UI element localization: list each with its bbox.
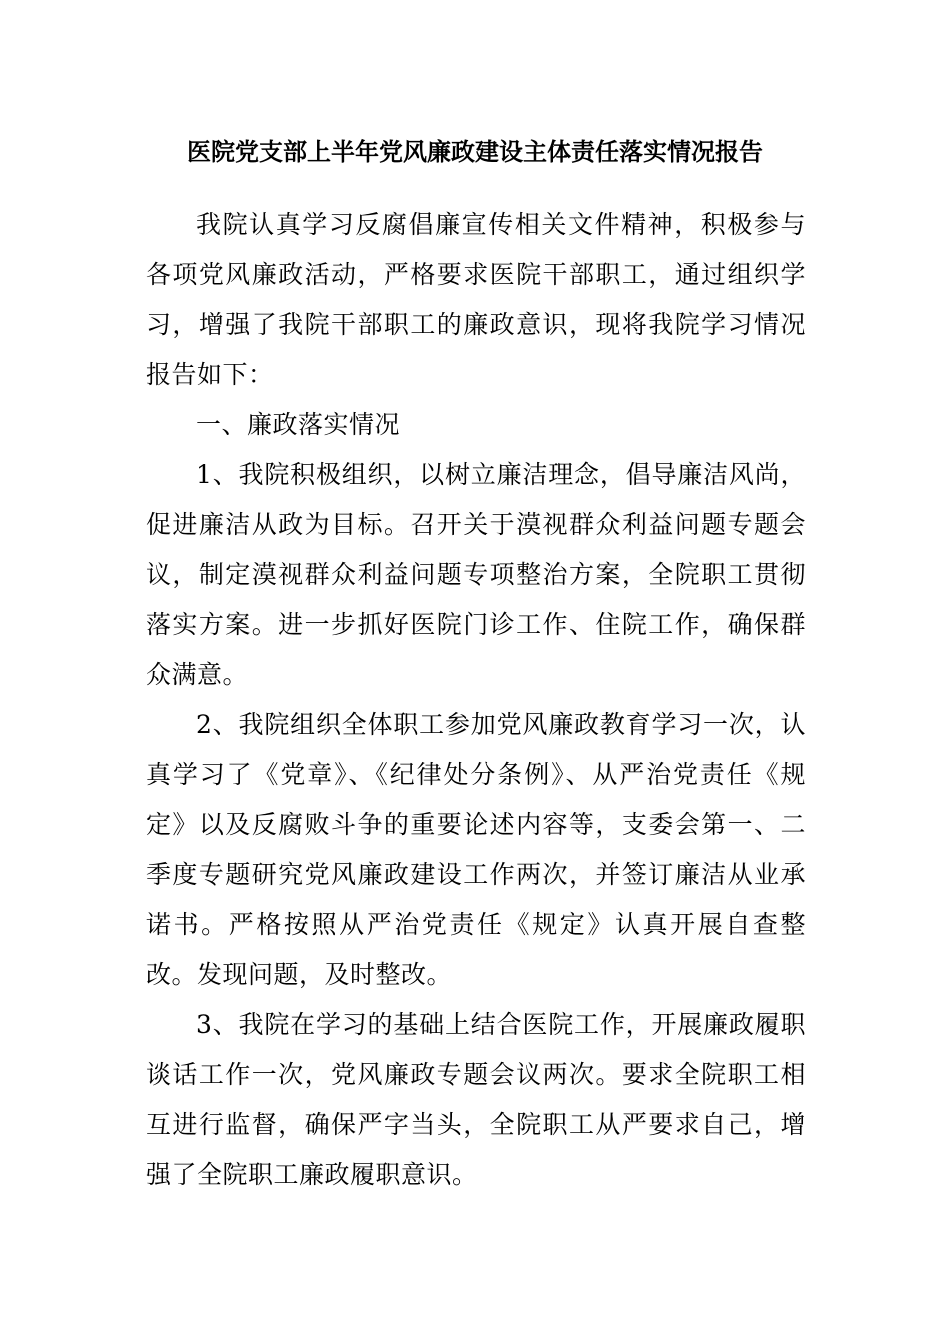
paragraph-item-3: 3、我院在学习的基础上结合医院工作，开展廉政履职谈话工作一次，党风廉政专题会议两次。要求全院职工相互进行监督，确保严字当头，全院职工从严要求自己，增强了全院职工廉政履职意识。 (146, 1010, 806, 1189)
section-heading-1: 一、廉政落实情况 (196, 410, 401, 439)
paragraph-item-1: 1、我院积极组织，以树立廉洁理念，倡导廉洁风尚，促进廉洁从政为目标。召开关于漠视群众利益问题专题会议，制定漠视群众利益问题专项整治方案，全院职工贯彻落实方案。进一步抓好医院门诊工作、住院工作，确保群众满意。 (146, 460, 806, 689)
paragraph-item-2: 2、我院组织全体职工参加党风廉政教育学习一次，认真学习了《党章》、《纪律处分条例》、从严治党责任《规定》以及反腐败斗争的重要论述内容等，支委会第一、二季度专题研究党风廉政建设工作两次，并签订廉洁从业承诺书。严格按照从严治党责任《规定》认真开展自查整改。发现问题，及时整改。 (146, 710, 806, 989)
document-body (146, 200, 806, 1200)
document-title: 医院党支部上半年党风廉政建设主体责任落实情况报告 (187, 137, 763, 166)
paragraph-intro: 我院认真学习反腐倡廉宣传相关文件精神，积极参与各项党风廉政活动，严格要求医院干部职工，通过组织学习，增强了我院干部职工的廉政意识，现将我院学习情况报告如下： (146, 210, 806, 389)
